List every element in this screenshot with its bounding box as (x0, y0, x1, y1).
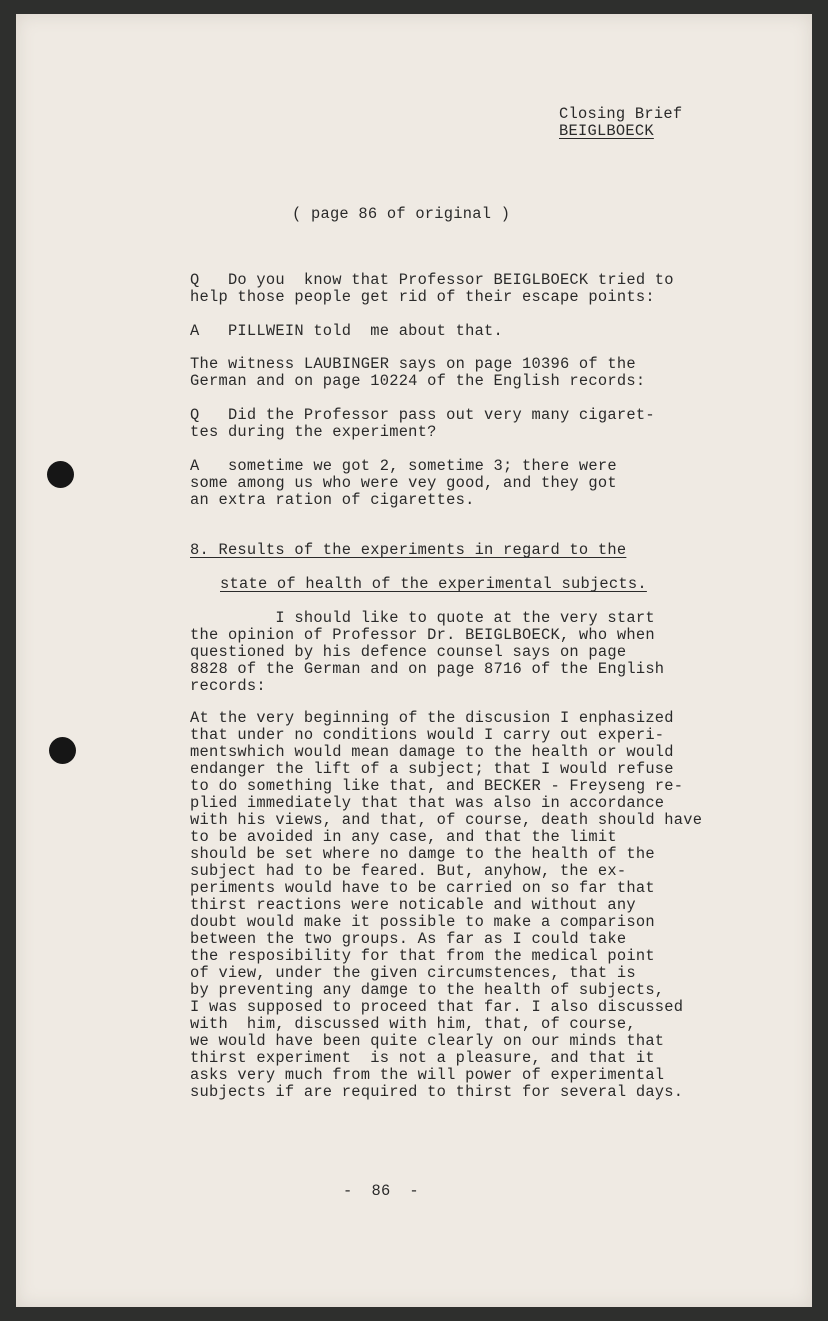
document-page (16, 14, 812, 1307)
section-heading-line-1: 8. Results of the experiments in regard to the (190, 541, 627, 559)
witness-reference: The witness LAUBINGER says on page 10396 of the German and on page 10224 of the English records: (190, 355, 646, 390)
intro-paragraph: I should like to quote at the very start the opinion of Professor Dr. BEIGLBOECK, who when questioned by his defence counsel says on page 8828 of the German and on page 8716 of the English records: (190, 609, 665, 695)
section-heading-line-2: state of health of the experimental subjects. (220, 575, 647, 593)
header-title: Closing Brief (559, 105, 683, 123)
quoted-testimony: At the very beginning of the discusion I enphasized that under no conditions would I carry out experi- mentswhich would mean damage to the health or would endanger the lift of a subject; that I would refuse to do something like that, and BECKER - Freyseng re- plied immediately that that was also in accordance with his views, and that, of course, death should have to be avoided in any case, and that the limit should be set where no damge to the health of the subject had to be feared. But, anyhow, the ex- periments would have to be carried on so far that thirst reactions were noticable and without any doubt would make it possible to make a comparison between the two groups. As far as I could take the resposibility for that from the medical point of view, under the given circumstences, that is by preventing any damge to the health of subjects, I was supposed to proceed that far. I also discussed with him, discussed with him, that, of course, we would have been quite clearly on our minds that thirst experiment is not a pleasure, and that it asks very much from the will power of experimental subjects if are required to thirst for several days. (190, 709, 703, 1101)
answer-1: A PILLWEIN told me about that. (190, 322, 504, 340)
document-header (559, 106, 682, 140)
punch-hole-top (47, 461, 74, 488)
page-number: - 86 - (343, 1182, 419, 1200)
answer-2: A sometime we got 2, sometime 3; there were some among us who were vey good, and they got an extra ration of cigarettes. (190, 457, 617, 509)
question-2: Q Did the Professor pass out very many cigaret- tes during the experiment? (190, 406, 655, 441)
punch-hole-bottom (49, 737, 76, 764)
header-defendant: BEIGLBOECK (559, 122, 654, 140)
original-page-reference: ( page 86 of original ) (292, 205, 511, 223)
question-1: Q Do you know that Professor BEIGLBOECK tried to help those people get rid of their escape points: (190, 271, 674, 306)
